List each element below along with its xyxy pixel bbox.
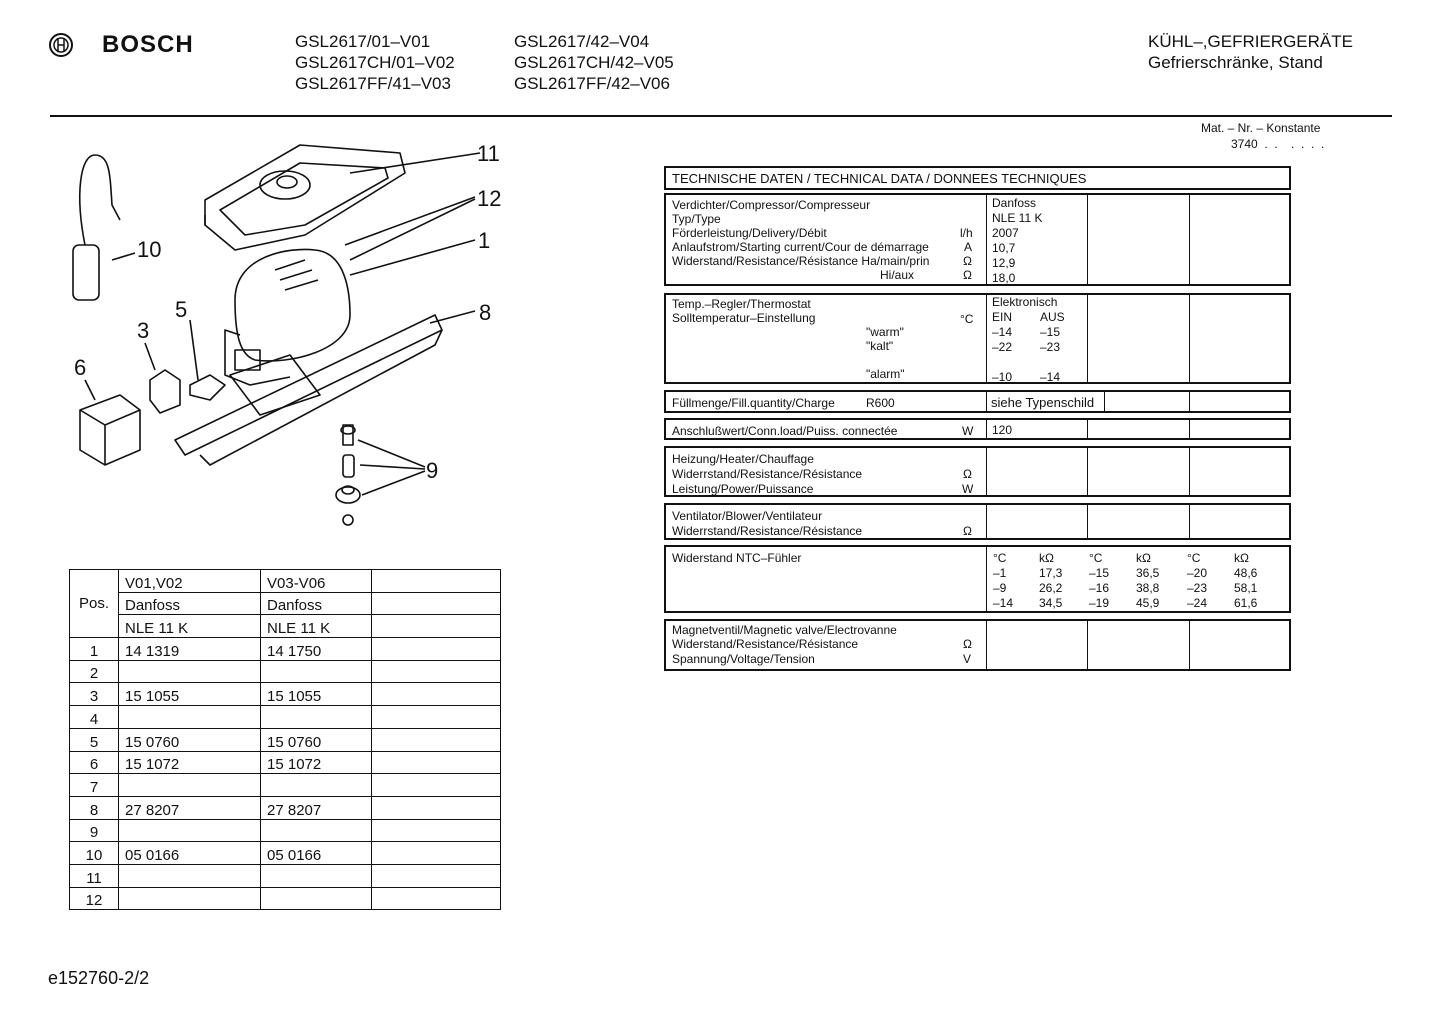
value: –23 — [1040, 340, 1061, 354]
ntc-cell: 26,2 — [1039, 581, 1063, 595]
capacitor — [73, 155, 120, 300]
table-cell — [372, 615, 501, 638]
blower-box — [664, 503, 1291, 540]
pos-cell: 4 — [70, 706, 119, 729]
unit: W — [962, 424, 974, 438]
table-row — [70, 774, 501, 797]
part-number-cell — [119, 819, 261, 842]
parts-table — [69, 569, 501, 910]
pos-cell: 9 — [70, 819, 119, 842]
mode: "kalt" — [866, 339, 894, 353]
part-number-cell — [372, 819, 501, 842]
mode: "alarm" — [866, 367, 905, 381]
ntc-cell: –1 — [993, 566, 1007, 580]
table-row — [70, 570, 501, 593]
part-number-cell: 27 8207 — [261, 796, 372, 819]
value: –15 — [1040, 325, 1061, 339]
part-number-cell — [372, 638, 501, 661]
part-number-cell — [119, 660, 261, 683]
part-number-cell: 05 0166 — [261, 842, 372, 865]
bosch-armature-icon — [48, 32, 74, 58]
ntc-cell: 38,8 — [1136, 581, 1160, 595]
ntc-cell: –23 — [1187, 581, 1208, 595]
pos-cell: 1 — [70, 638, 119, 661]
value: 120 — [992, 423, 1013, 437]
part-number-cell: 15 0760 — [261, 728, 372, 751]
callout-1: 1 — [478, 228, 491, 253]
unit: V — [963, 652, 972, 666]
tech-title-box — [664, 166, 1291, 190]
part-number-cell — [261, 819, 372, 842]
label: Förderleistung/Delivery/Débit — [672, 226, 827, 240]
mode: "warm" — [866, 325, 904, 339]
part-number-cell: 14 1750 — [261, 638, 372, 661]
value: –14 — [1040, 370, 1061, 384]
ntc-cell: –15 — [1089, 566, 1110, 580]
unit: Ω — [963, 637, 972, 651]
label: Widerstand NTC–Fühler — [672, 551, 802, 565]
ntc-cell: –19 — [1089, 596, 1110, 610]
unit: °C — [960, 312, 974, 326]
label: Widerrstand/Resistance/Résistance — [672, 524, 863, 538]
pos-cell: 11 — [70, 864, 119, 887]
model-list-2 — [514, 31, 674, 94]
table-row — [70, 615, 501, 638]
part-number-cell — [119, 706, 261, 729]
value: EIN — [992, 310, 1013, 324]
value: AUS — [1040, 310, 1065, 324]
part-number-cell — [372, 728, 501, 751]
pos-cell: 7 — [70, 774, 119, 797]
label: Temp.–Regler/Thermostat — [672, 297, 811, 311]
table-row — [70, 728, 501, 751]
table-cell: NLE 11 K — [119, 615, 261, 638]
table-cell: Danfoss — [119, 592, 261, 615]
label: Widerstand/Resistance/Résistance — [672, 637, 859, 651]
pos-cell: 12 — [70, 887, 119, 910]
callout-12: 12 — [477, 186, 502, 211]
value: 10,7 — [992, 241, 1016, 255]
label: Magnetventil/Magnetic valve/Electrovanne — [672, 623, 897, 637]
ntc-header: kΩ — [1136, 551, 1151, 565]
part-number-cell — [119, 887, 261, 910]
model: GSL2617CH/01–V02 — [295, 53, 455, 72]
callout-9: 9 — [426, 458, 439, 483]
table-cell: NLE 11 K — [261, 615, 372, 638]
value: –14 — [992, 325, 1013, 339]
mat-value: 3740 . . . . . . — [1231, 137, 1325, 151]
part-number-cell — [261, 774, 372, 797]
value: –10 — [992, 370, 1013, 384]
part-number-cell — [119, 774, 261, 797]
bosch-logo — [48, 32, 74, 63]
ntc-cell: 45,9 — [1136, 596, 1160, 610]
callout-8: 8 — [479, 300, 492, 325]
unit: Ω — [963, 268, 972, 282]
table-row — [70, 819, 501, 842]
part-number-cell — [372, 660, 501, 683]
overload-protector — [190, 375, 225, 400]
callout-10: 10 — [137, 237, 162, 262]
label: Hi/aux — [880, 268, 915, 282]
part-number-cell — [261, 706, 372, 729]
ntc-header: kΩ — [1039, 551, 1054, 565]
table-row — [70, 592, 501, 615]
ntc-cell: 61,6 — [1234, 596, 1258, 610]
footer-code: e152760-2/2 — [48, 968, 150, 988]
label: Heizung/Heater/Chauffage — [672, 452, 814, 466]
value: 12,9 — [992, 256, 1016, 270]
callout-6: 6 — [74, 355, 87, 380]
refrigerant: R600 — [866, 396, 895, 410]
category-title: KÜHL–,GEFRIERGERÄTE — [1148, 32, 1353, 51]
pos-cell: 5 — [70, 728, 119, 751]
mounting-rail — [175, 315, 442, 465]
thermostat-box — [664, 293, 1291, 384]
part-number-cell: 15 1055 — [119, 683, 261, 706]
label: Widerrstand/Resistance/Résistance — [672, 467, 863, 481]
part-number-cell: 14 1319 — [119, 638, 261, 661]
label: Spannung/Voltage/Tension — [672, 652, 815, 666]
value: –22 — [992, 340, 1013, 354]
unit: A — [964, 240, 973, 254]
relay-cover — [80, 395, 140, 465]
label: Anschlußwert/Conn.load/Puiss. connectée — [672, 424, 898, 438]
mat-label: Mat. – Nr. – Konstante — [1201, 121, 1321, 135]
model-list-1 — [295, 31, 455, 94]
header-rule — [50, 115, 1392, 117]
table-cell — [372, 592, 501, 615]
part-number-cell — [372, 887, 501, 910]
start-relay — [150, 370, 180, 413]
table-cell: V01,V02 — [119, 570, 261, 593]
part-number-cell — [372, 864, 501, 887]
pos-cell: 10 — [70, 842, 119, 865]
part-number-cell: 15 0760 — [119, 728, 261, 751]
callout-5: 5 — [175, 297, 188, 322]
callout-11: 11 — [477, 141, 500, 166]
tech-title: TECHNISCHE DATEN / TECHNICAL DATA / DONNEES TECHNIQUES — [672, 171, 1087, 186]
part-number-cell — [372, 751, 501, 774]
part-number-cell — [372, 706, 501, 729]
ntc-header: °C — [1089, 551, 1103, 565]
label: Solltemperatur–Einstellung — [672, 311, 816, 325]
ntc-cell: 48,6 — [1234, 566, 1258, 580]
part-number-cell: 05 0166 — [119, 842, 261, 865]
part-number-cell — [261, 660, 372, 683]
label: Widerstand/Resistance/Résistance Ha/main/prin — [672, 254, 930, 268]
model: GSL2617FF/41–V03 — [295, 74, 451, 93]
table-row — [70, 864, 501, 887]
part-number-cell — [372, 842, 501, 865]
category — [1148, 31, 1353, 73]
pos-cell: 2 — [70, 660, 119, 683]
ntc-header: °C — [993, 551, 1007, 565]
part-number-cell: 15 1072 — [261, 751, 372, 774]
mounting-grommets — [336, 425, 360, 525]
value: 18,0 — [992, 271, 1016, 285]
ntc-cell: –14 — [993, 596, 1014, 610]
label: Ventilator/Blower/Ventilateur — [672, 509, 823, 523]
model: GSL2617FF/42–V06 — [514, 74, 670, 93]
connected-load-box — [664, 418, 1291, 440]
brand-name: BOSCH — [102, 31, 194, 58]
table-row — [70, 887, 501, 910]
table-cell — [372, 570, 501, 593]
part-number-cell: 27 8207 — [119, 796, 261, 819]
category-subtitle: Gefrierschränke, Stand — [1148, 53, 1323, 72]
table-row — [70, 706, 501, 729]
unit: Ω — [963, 254, 972, 268]
ntc-header: °C — [1187, 551, 1201, 565]
value: Elektronisch — [992, 295, 1058, 309]
unit: l/h — [960, 226, 973, 240]
model: GSL2617/01–V01 — [295, 32, 431, 51]
model: GSL2617/42–V04 — [514, 32, 650, 51]
part-number-cell — [372, 796, 501, 819]
label: Anlaufstrom/Starting current/Cour de démarrage — [672, 240, 929, 254]
ntc-cell: 58,1 — [1234, 581, 1258, 595]
part-number-cell — [372, 683, 501, 706]
unit: Ω — [963, 467, 972, 481]
ntc-header: kΩ — [1234, 551, 1249, 565]
ntc-cell: 17,3 — [1039, 566, 1063, 580]
ntc-cell: –16 — [1089, 581, 1110, 595]
label: Füllmenge/Fill.quantity/Charge — [672, 396, 835, 410]
label: Leistung/Power/Puissance — [672, 482, 814, 496]
ntc-cell: –24 — [1187, 596, 1208, 610]
value: 2007 — [992, 226, 1019, 240]
value: siehe Typenschild — [991, 395, 1095, 410]
valve-box — [664, 619, 1291, 671]
part-number-cell — [261, 887, 372, 910]
pos-cell: 8 — [70, 796, 119, 819]
unit: W — [962, 482, 974, 496]
table-row — [70, 751, 501, 774]
exploded-parts-drawing — [50, 135, 510, 535]
pos-cell: 6 — [70, 751, 119, 774]
part-number-cell: 15 1072 — [119, 751, 261, 774]
compressor-box — [664, 193, 1291, 286]
ntc-cell: –20 — [1187, 566, 1208, 580]
part-number-cell — [119, 864, 261, 887]
table-row — [70, 638, 501, 661]
part-number-cell: 15 1055 — [261, 683, 372, 706]
fill-box — [664, 390, 1291, 413]
pos-cell: 3 — [70, 683, 119, 706]
pos-header: Pos. — [70, 570, 119, 638]
table-row — [70, 842, 501, 865]
value: Danfoss — [992, 196, 1037, 210]
part-number-cell — [372, 774, 501, 797]
heater-box — [664, 446, 1291, 497]
callout-3: 3 — [137, 318, 150, 343]
table-row — [70, 683, 501, 706]
label: Verdichter/Compressor/Compresseur — [672, 198, 871, 212]
ntc-cell: 34,5 — [1039, 596, 1063, 610]
unit: Ω — [963, 524, 972, 538]
label: Typ/Type — [672, 212, 721, 226]
part-number-cell — [261, 864, 372, 887]
table-row — [70, 660, 501, 683]
ntc-cell: –9 — [993, 581, 1007, 595]
ntc-box — [664, 545, 1291, 613]
table-row — [70, 796, 501, 819]
value: NLE 11 K — [992, 211, 1043, 225]
table-cell: V03-V06 — [261, 570, 372, 593]
model: GSL2617CH/42–V05 — [514, 53, 674, 72]
ntc-cell: 36,5 — [1136, 566, 1160, 580]
table-cell: Danfoss — [261, 592, 372, 615]
